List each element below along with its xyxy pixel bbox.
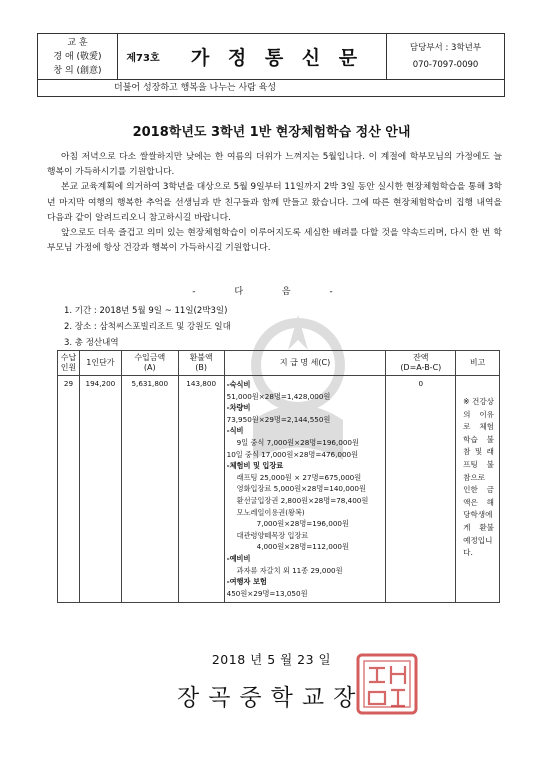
contact-info: [387, 34, 504, 79]
detail-category: -식비: [226, 426, 244, 436]
school-motto: [38, 34, 118, 79]
newsletter-title: 가 정 통 신 문: [168, 34, 387, 79]
detail-category: -차량비: [226, 403, 251, 413]
detail-line: 영화입장료 5,000원×28명=140,000원: [236, 484, 366, 494]
info-item: 3. 총 정산내역: [64, 338, 119, 348]
cell-refund: 143,800: [178, 376, 224, 603]
detail-line: 51,000원×28명=1,428,000원: [226, 391, 331, 401]
detail-category: -예비비: [226, 553, 251, 563]
detail-category: -체험비 및 입장료: [226, 461, 284, 471]
detail-category: -숙식비: [226, 380, 251, 389]
header-students: 수납 인원: [58, 351, 80, 376]
issue-date: 2018 년 5 월 23 일: [211, 652, 332, 667]
cell-remarks: ※ 건강상의 이유로 체험학습 불참 및 래프팅 불참으로 인한 금액은 해당학생에게 환불 예정입니다.: [456, 376, 500, 603]
detail-line: 9일 중식 7,000원×28명=196,000원: [236, 437, 359, 447]
newsletter-header: [37, 33, 505, 80]
header-per-person: 1인단가: [79, 351, 121, 376]
cell-detail: [224, 376, 386, 603]
document-title: 2018학년도 3학년 1반 현장체험학습 정산 안내: [132, 125, 411, 140]
detail-line: 환선굴입장권 2,800원×28명=78,400원: [236, 495, 369, 505]
header-remarks: 비고: [456, 351, 500, 376]
motto-line: 창 의 (創意): [53, 65, 102, 76]
detail-category: -여행자 보험: [226, 577, 267, 587]
detail-line: 450원×29명=13,050원: [226, 588, 308, 598]
info-list: [64, 303, 231, 351]
header-detail: 지 급 명 세(C): [224, 351, 386, 376]
info-item: 1. 기간 : 2018년 5월 9일 ~ 11일(2박3일): [64, 306, 228, 316]
school-slogan: 더불어 성장하고 행복을 나누는 사람 육성: [37, 80, 505, 97]
header-balance: 잔액 (D=A-B-C): [386, 351, 456, 376]
phone-number: 070-7097-0090: [412, 59, 479, 70]
motto-line: 교 훈: [67, 37, 88, 48]
department: 담당부서 : 3학년부: [409, 42, 482, 53]
section-heading-text: 다 음: [234, 287, 309, 297]
detail-line: 과자류 자갈치 외 11종 29,000원: [236, 565, 343, 575]
detail-line: 모노레일이용권(왕복): [236, 507, 305, 517]
paragraph: 아침 저녁으로 다소 쌀쌀하지만 낮에는 한 여름의 더위가 느껴지는 5월입니다. 이 계절에 학부모님의 가정에도 늘 행복이 가득하시기를 기원합니다.: [47, 152, 502, 178]
detail-line: 래프팅 25,000원 × 27명=675,000원: [236, 472, 362, 482]
issue-number: 제73호: [126, 53, 160, 64]
settlement-table: [57, 350, 500, 603]
cell-income: 5,631,800: [121, 376, 178, 603]
paragraph: 본교 교육계획에 의거하여 3학년을 대상으로 5월 9일부터 11일까지 2박 3일 동안 실시한 현장체험학습을 통해 3학년 마지막 여행의 행복한 추억을 선생님과 반 친구들과 함께 만들고 왔습니다. 그에 따른 현장체험학습비 집행 내역을 다음과 같이 알려드리오니 참고하시길 바랍니다.: [47, 182, 502, 223]
paragraph: 앞으로도 더욱 즐겁고 의미 있는 현장체험학습이 이루어지도록 세심한 배려를 다할 것을 약속드리며, 다시 한 번 학부모님 가정에 항상 건강과 행복이 가득하시길 기원합니다.: [47, 228, 502, 254]
detail-line: 73,950원×29명=2,144,550원: [226, 414, 331, 424]
detail-line: 4,000원×28명=112,000원: [256, 542, 349, 552]
principal-signature: 장곡중학교장: [177, 685, 365, 711]
cell-per-person: 194,200: [79, 376, 121, 603]
detail-line: 10일 중식 17,000원×28명=476,000원: [226, 449, 359, 459]
section-heading: - 다 음 -: [192, 287, 351, 297]
header-refund: 환불액 (B): [178, 351, 224, 376]
detail-line: 대관령양떼목장 입장료: [236, 530, 309, 540]
letter-body: [47, 150, 502, 256]
cell-students: 29: [58, 376, 80, 603]
official-seal-icon: [355, 652, 419, 716]
table-row: [58, 376, 500, 603]
detail-line: 7,000원×28명=196,000원: [256, 519, 349, 529]
table-header-row: [58, 351, 500, 376]
motto-line: 경 애 (敬愛): [53, 51, 102, 62]
header-income: 수입금액 (A): [121, 351, 178, 376]
cell-balance: 0: [386, 376, 456, 603]
info-item: 2. 장소 : 삼척씨스포빌리조트 및 강원도 일대: [64, 322, 231, 332]
